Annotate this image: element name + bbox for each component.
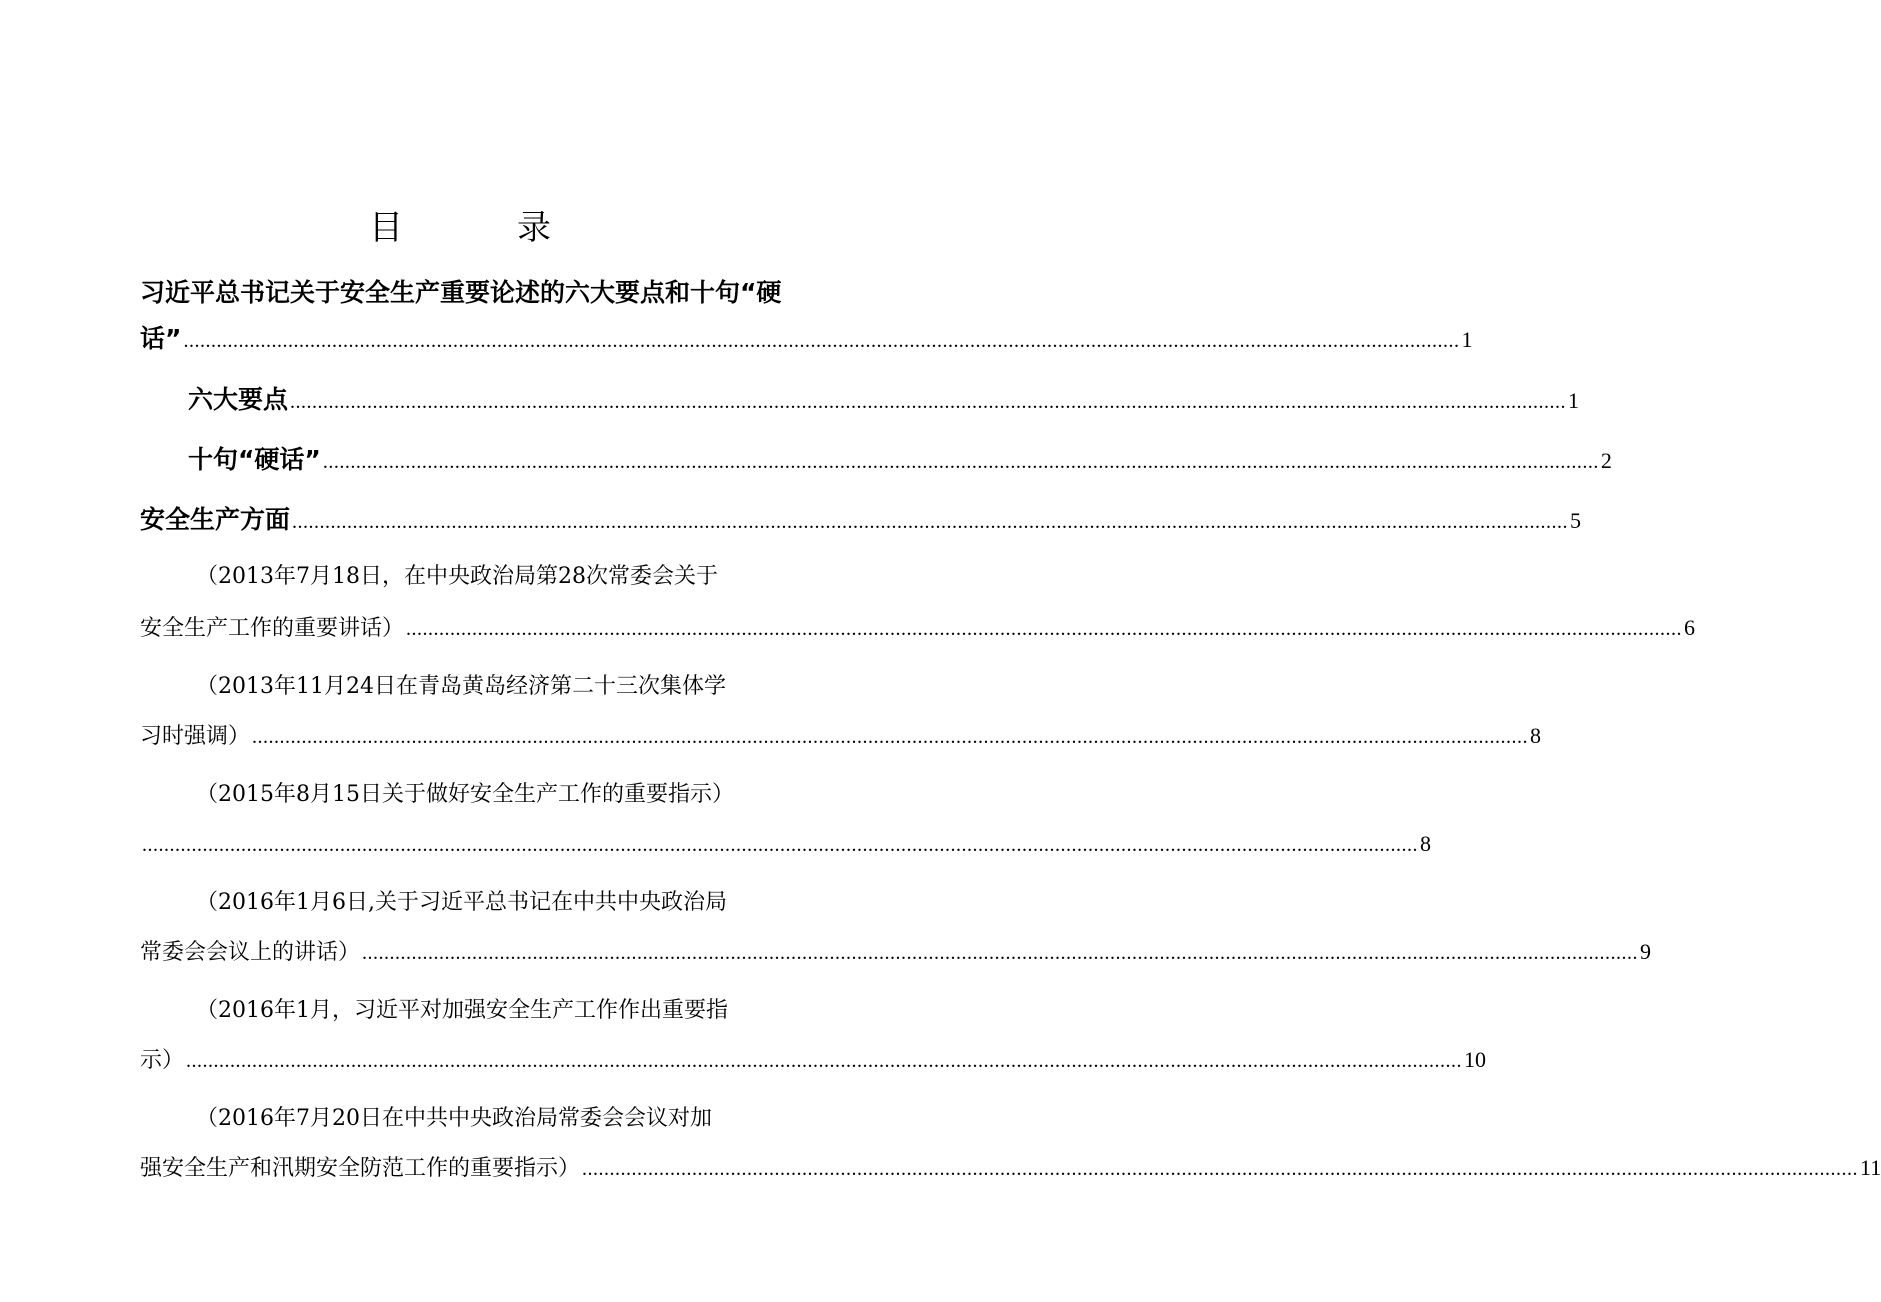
- toc-entry-six-points[interactable]: 六大要点 ........................................................................................................................................................................................................................................ 1: [188, 383, 780, 419]
- toc-entry-2015-08-15-line1[interactable]: （2015年8月15日关于做好安全生产工作的重要指示）: [196, 782, 734, 807]
- toc-entry-safety-production[interactable]: 安全生产方面 ........................................................................................................................................................................................................................................ 5: [140, 503, 780, 539]
- page-number: 8: [1530, 723, 1542, 748]
- page-number: 1: [1461, 327, 1473, 352]
- leader-dots: ........................................................................................................................................................................................................................................: [142, 834, 1418, 856]
- page-number: 1: [1568, 388, 1580, 413]
- toc-entry-2013-11-24-line1[interactable]: （2013年11月24日在青岛黄岛经济第二十三次集体学: [196, 674, 726, 699]
- leader-dots: ........................................................................................................................................................................................................................................: [406, 618, 1683, 640]
- toc-entry-2016-01-line1[interactable]: （2016年1月，习近平对加强安全生产工作作出重要指: [196, 998, 728, 1023]
- page-number: 5: [1570, 508, 1582, 533]
- leader-dots: ........................................................................................................................................................................................................................................: [582, 1158, 1859, 1180]
- leader-dots: ........................................................................................................................................................................................................................................: [322, 451, 1599, 473]
- toc-entry-2015-08-15-line2[interactable]: [140, 827, 1431, 862]
- toc-entry-2013-11-24-line2[interactable]: 习时强调） ........................................................................................................................................................................................................................................ 8: [140, 719, 780, 754]
- page-number: 10: [1464, 1047, 1487, 1072]
- toc-entry-2013-07-18-line1[interactable]: （2013年7月18日，在中央政治局第28次常委会关于: [196, 564, 718, 589]
- page-number: 9: [1640, 939, 1652, 964]
- toc-entry-heading-line2[interactable]: 话” ........................................................................................................................................................................................................................................ 1: [140, 322, 780, 358]
- page-number: 8: [1420, 831, 1431, 856]
- toc-entry-ten-sayings[interactable]: 十句“硬话” ........................................................................................................................................................................................................................................ 2: [188, 443, 780, 479]
- page-number: 2: [1600, 448, 1612, 473]
- leader-dots: ........................................................................................................................................................................................................................................: [183, 330, 1460, 352]
- page-number: 6: [1684, 615, 1696, 640]
- page-number: 11: [1860, 1155, 1881, 1180]
- toc-entry-2016-07-20-line2[interactable]: 强安全生产和汛期安全防范工作的重要指示） ........................................................................................................................................................................................................................................ 11: [140, 1151, 780, 1186]
- leader-dots: ........................................................................................................................................................................................................................................: [290, 391, 1567, 413]
- leader-dots: ........................................................................................................................................................................................................................................: [252, 726, 1529, 748]
- toc-entry-2016-07-20-line1[interactable]: （2016年7月20日在中共中央政治局常委会会议对加: [196, 1106, 712, 1131]
- toc-entry-2013-07-18-line2[interactable]: 安全生产工作的重要讲话） ........................................................................................................................................................................................................................................ 6: [140, 611, 780, 646]
- toc-title: 目 录: [369, 208, 591, 248]
- toc-entry-2016-01-06-line2[interactable]: 常委会会议上的讲话） ........................................................................................................................................................................................................................................ 9: [140, 935, 780, 970]
- toc-entry-heading-line1[interactable]: 习近平总书记关于安全生产重要论述的六大要点和十句“硬: [140, 278, 782, 307]
- leader-dots: ........................................................................................................................................................................................................................................: [292, 511, 1569, 533]
- leader-dots: ........................................................................................................................................................................................................................................: [362, 942, 1639, 964]
- toc-entry-2016-01-06-line1[interactable]: （2016年1月6日,关于习近平总书记在中共中央政治局: [196, 890, 727, 915]
- toc-entry-2016-01-line2[interactable]: 示） ........................................................................................................................................................................................................................................ 10: [140, 1043, 780, 1078]
- leader-dots: ........................................................................................................................................................................................................................................: [186, 1050, 1463, 1072]
